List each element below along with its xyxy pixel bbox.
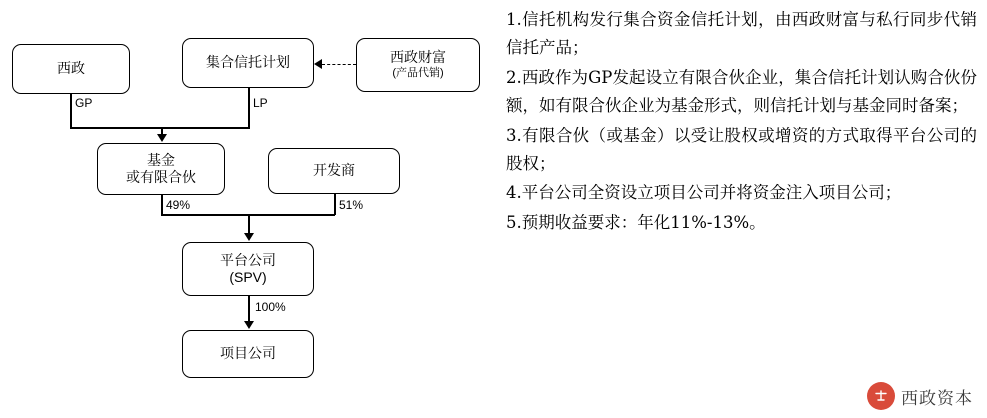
notes-panel	[500, 0, 987, 418]
note-item: 5.预期收益要求：年化11%-13%。	[506, 212, 766, 232]
note-item: 4.平台公司全资设立项目公司并将资金注入项目公司；	[506, 183, 902, 203]
edge-xizheng-down	[70, 94, 72, 128]
edge-trustplan-down	[248, 88, 250, 128]
node-fund-label-line2: 或有限合伙	[126, 169, 196, 185]
node-trust-plan-label: 集合信托计划	[206, 54, 290, 71]
node-developer-label: 开发商	[313, 162, 355, 179]
brand-logo-icon	[867, 382, 895, 410]
edge-developer-down	[334, 194, 336, 215]
flow-diagram	[0, 0, 492, 418]
node-fund-or-lp	[97, 143, 225, 195]
node-developer	[268, 148, 400, 194]
node-trust-plan	[182, 38, 314, 88]
arrow-into-spv	[244, 233, 254, 241]
node-platform-spv	[182, 242, 314, 296]
edge-label-developer-share: 51%	[339, 198, 364, 212]
edge-label-lp: LP	[253, 96, 268, 110]
note-item: 1.信托机构发行集合资金信托计划，由西政财富与私行同步代销信托产品；	[506, 10, 977, 58]
node-project-company-label: 项目公司	[220, 345, 276, 362]
arrow-into-fund	[157, 134, 167, 142]
note-item: 3.有限合伙（或基金）以受让股权或增资的方式取得平台公司的股权；	[506, 125, 977, 173]
node-platform-label: 平台公司	[220, 251, 276, 268]
edge-fund-down	[161, 195, 163, 215]
node-xizheng-wealth-label: 西政财富	[390, 49, 446, 66]
edge-into-spv	[248, 214, 250, 234]
note-item: 2.西政作为GP发起设立有限合伙企业，集合信托计划认购合伙份额，如有限合伙企业为基金形式，则信托计划与基金同时备案；	[506, 67, 977, 116]
node-platform-label-line2: (SPV)	[229, 269, 267, 285]
arrow-into-project	[244, 321, 254, 329]
node-xizheng-wealth-sublabel: (产品代销)	[392, 66, 444, 79]
edge-label-gp: GP	[75, 96, 93, 110]
edge-spv-to-project	[248, 296, 250, 322]
arrow-wealth-to-trustplan	[314, 59, 322, 69]
edge-label-spv-share: 100%	[255, 300, 286, 314]
watermark	[867, 382, 973, 410]
node-fund-label: 基金	[147, 151, 175, 168]
watermark-text: 西政资本	[901, 388, 973, 409]
edge-label-fund-share: 49%	[166, 198, 191, 212]
edge-wealth-to-trustplan	[322, 64, 356, 65]
node-xizheng-wealth	[356, 38, 480, 92]
node-xizheng-label: 西政	[57, 60, 85, 77]
node-project-company	[182, 330, 314, 378]
edge-gp-lp-connector	[70, 127, 250, 129]
node-xizheng	[12, 44, 130, 94]
